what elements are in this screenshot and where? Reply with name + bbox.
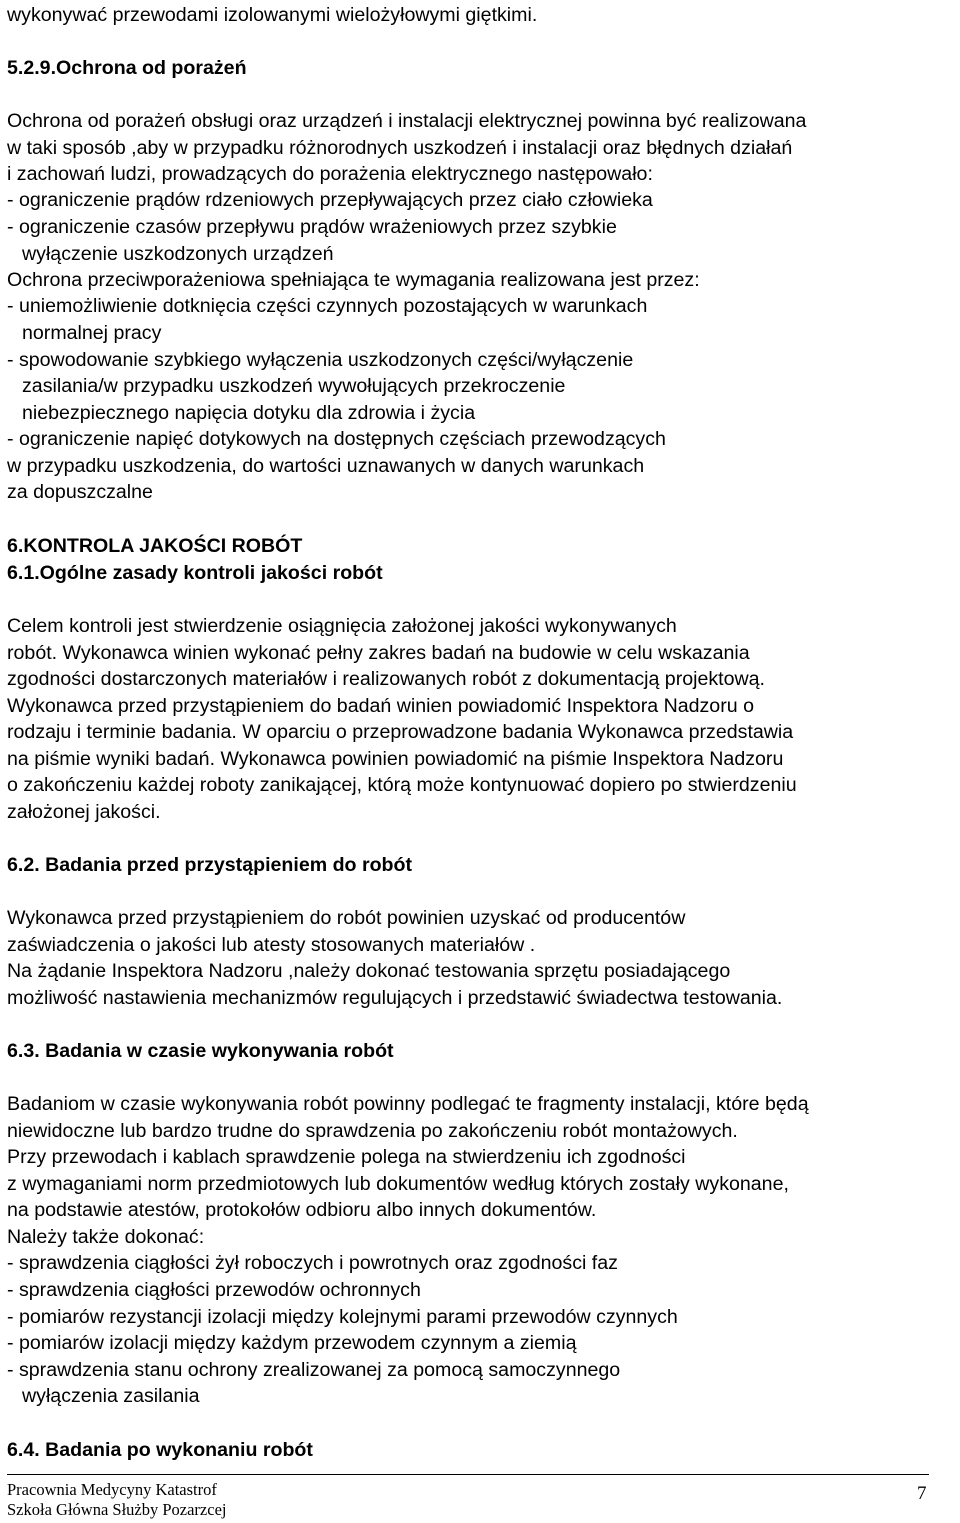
page-number: 7: [917, 1483, 927, 1504]
text-line: na podstawie atestów, protokołów odbioru albo innych dokumentów.: [7, 1199, 597, 1221]
text-line: wykonywać przewodami izolowanymi wielożyłowymi giętkimi.: [7, 4, 538, 26]
text-line: możliwość nastawienia mechanizmów regulujących i przedstawić świadectwa testowania.: [7, 987, 783, 1009]
list-item: - ograniczenie czasów przepływu prądów wrażeniowych przez szybkie: [7, 216, 617, 238]
section-heading: 5.2.9.Ochrona od porażeń: [7, 57, 247, 79]
list-item: - uniemożliwienie dotknięcia części czynnych pozostających w warunkach: [7, 295, 648, 317]
text-line: w taki sposób ,aby w przypadku różnorodnych uszkodzeń i instalacji oraz błędnych działań: [7, 137, 793, 159]
text-line: Na żądanie Inspektora Nadzoru ,należy dokonać testowania sprzętu posiadającego: [7, 960, 731, 982]
list-item: - ograniczenie napięć dotykowych na dostępnych częściach przewodzących: [7, 428, 666, 450]
footer-institution-line2: Szkoła Główna Służby Pozarzcej: [7, 1500, 227, 1519]
text-line: niewidoczne lub bardzo trudne do sprawdzenia po zakończeniu robót montażowych.: [7, 1120, 738, 1142]
list-item: - pomiarów izolacji między każdym przewodem czynnym a ziemią: [7, 1332, 577, 1354]
text-line: rodzaju i terminie badania. W oparciu o przeprowadzone badania Wykonawca przedstawia: [7, 721, 794, 743]
text-line: Ochrona przeciwporażeniowa spełniająca te wymagania realizowana jest przez:: [7, 269, 700, 291]
list-item: - spowodowanie szybkiego wyłączenia uszkodzonych części/wyłączenie: [7, 349, 634, 371]
chapter-heading: 6.KONTROLA JAKOŚCI ROBÓT: [7, 535, 303, 557]
text-line: Ochrona od porażeń obsługi oraz urządzeń i instalacji elektrycznej powinna być realizowana: [7, 110, 807, 132]
list-item-continuation: wyłączenie uszkodzonych urządzeń: [22, 243, 334, 265]
text-line: założonej jakości.: [7, 801, 161, 823]
text-line: za dopuszczalne: [7, 481, 153, 503]
footer-institution-line1: Pracownia Medycyny Katastrof: [7, 1480, 217, 1499]
list-item-continuation: wyłączenia zasilania: [22, 1385, 200, 1407]
text-line: Przy przewodach i kablach sprawdzenie polega na stwierdzeniu ich zgodności: [7, 1146, 686, 1168]
text-line: w przypadku uszkodzenia, do wartości uznawanych w danych warunkach: [7, 455, 645, 477]
text-line: zaświadczenia o jakości lub atesty stosowanych materiałów .: [7, 934, 536, 956]
section-heading: 6.3. Badania w czasie wykonywania robót: [7, 1040, 394, 1062]
section-heading: 6.4. Badania po wykonaniu robót: [7, 1439, 313, 1461]
list-item-continuation: zasilania/w przypadku uszkodzeń wywołujących przekroczenie: [22, 375, 566, 397]
list-item: - sprawdzenia ciągłości żył roboczych i powrotnych oraz zgodności faz: [7, 1252, 618, 1274]
list-item: - sprawdzenia ciągłości przewodów ochronnych: [7, 1279, 421, 1301]
footer-divider: [7, 1474, 929, 1475]
text-line: o zakończeniu każdej roboty zanikającej, którą może kontynuować dopiero po stwierdzeniu: [7, 774, 797, 796]
list-item: - sprawdzenia stanu ochrony zrealizowanej za pomocą samoczynnego: [7, 1359, 621, 1381]
text-line: zgodności dostarczonych materiałów i realizowanych robót z dokumentacją projektową.: [7, 668, 766, 690]
list-item-continuation: normalnej pracy: [22, 322, 162, 344]
text-line: Celem kontroli jest stwierdzenie osiągnięcia założonej jakości wykonywanych: [7, 615, 677, 637]
text-line: Należy także dokonać:: [7, 1226, 205, 1248]
text-line: Wykonawca przed przystąpieniem do robót powinien uzyskać od producentów: [7, 907, 686, 929]
text-line: z wymaganiami norm przedmiotowych lub dokumentów według których zostały wykonane,: [7, 1173, 789, 1195]
text-line: na piśmie wyniki badań. Wykonawca powinien powiadomić na piśmie Inspektora Nadzoru: [7, 748, 784, 770]
text-line: robót. Wykonawca winien wykonać pełny zakres badań na budowie w celu wskazania: [7, 642, 750, 664]
list-item-continuation: niebezpiecznego napięcia dotyku dla zdrowia i życia: [22, 402, 476, 424]
text-line: Badaniom w czasie wykonywania robót powinny podlegać te fragmenty instalacji, które będą: [7, 1093, 809, 1115]
section-heading: 6.1.Ogólne zasady kontroli jakości robót: [7, 562, 383, 584]
text-line: i zachowań ludzi, prowadzących do porażenia elektrycznego następowało:: [7, 163, 653, 185]
text-line: Wykonawca przed przystąpieniem do badań winien powiadomić Inspektora Nadzoru o: [7, 695, 754, 717]
list-item: - ograniczenie prądów rdzeniowych przepływających przez ciało człowieka: [7, 189, 653, 211]
list-item: - pomiarów rezystancji izolacji między kolejnymi parami przewodów czynnych: [7, 1306, 678, 1328]
section-heading: 6.2. Badania przed przystąpieniem do robót: [7, 854, 413, 876]
